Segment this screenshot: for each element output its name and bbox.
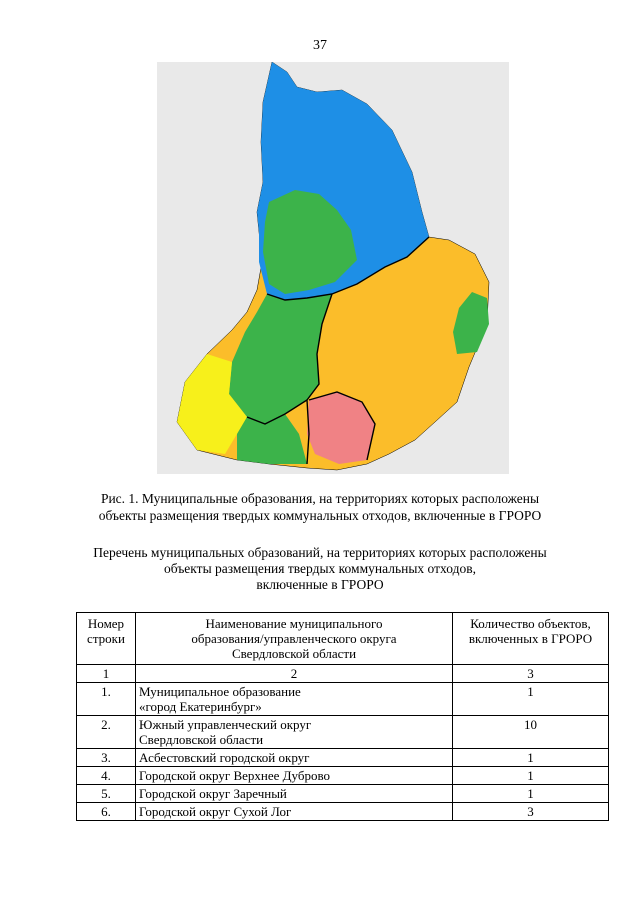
row-count: 10 bbox=[453, 716, 609, 749]
list-title bbox=[60, 545, 580, 593]
page-number: 37 bbox=[313, 38, 327, 53]
list-title-line: объекты размещения твердых коммунальных отходов, bbox=[164, 561, 476, 576]
row-name-line: Муниципальное образование bbox=[139, 684, 301, 699]
header-text: образования/управленческого округа bbox=[191, 631, 397, 646]
row-number: 5. bbox=[77, 785, 136, 803]
index-cell: 2 bbox=[136, 665, 453, 683]
table-row bbox=[77, 716, 609, 749]
caption-line: объекты размещения твердых коммунальных отходов, включенные в ГРОРО bbox=[98, 508, 542, 523]
list-title-line: включенные в ГРОРО bbox=[256, 577, 384, 592]
row-name: Городской округ Верхнее Дуброво bbox=[136, 767, 453, 785]
row-name-line: Южный управленческий округ bbox=[139, 717, 312, 732]
row-name: Асбестовский городской округ bbox=[136, 749, 453, 767]
row-count: 3 bbox=[453, 803, 609, 821]
row-count: 1 bbox=[453, 767, 609, 785]
header-name bbox=[136, 613, 453, 665]
header-count bbox=[453, 613, 609, 665]
objects-table bbox=[76, 612, 609, 821]
row-name: Городской округ Заречный bbox=[136, 785, 453, 803]
row-count: 1 bbox=[453, 749, 609, 767]
header-text: Наименование муниципального bbox=[205, 616, 383, 631]
row-name bbox=[136, 683, 453, 716]
row-name bbox=[136, 716, 453, 749]
header-text: включенных в ГРОРО bbox=[468, 631, 593, 646]
header-text: Свердловской области bbox=[231, 646, 357, 661]
index-cell: 1 bbox=[77, 665, 136, 683]
table-row bbox=[77, 785, 609, 803]
row-number: 2. bbox=[77, 716, 136, 749]
row-name: Городской округ Сухой Лог bbox=[136, 803, 453, 821]
map-svg bbox=[157, 62, 509, 474]
table-index-row bbox=[77, 665, 609, 683]
row-count: 1 bbox=[453, 683, 609, 716]
table-header-row bbox=[77, 613, 609, 665]
figure-caption bbox=[60, 490, 580, 524]
caption-line: Рис. 1. Муниципальные образования, на территориях которых расположены bbox=[100, 491, 540, 506]
row-number: 1. bbox=[77, 683, 136, 716]
row-count: 1 bbox=[453, 785, 609, 803]
row-name-line: «город Екатеринбург» bbox=[139, 699, 262, 714]
header-row-number bbox=[77, 613, 136, 665]
row-number: 4. bbox=[77, 767, 136, 785]
list-title-line: Перечень муниципальных образований, на территориях которых расположены bbox=[93, 545, 547, 560]
row-number: 3. bbox=[77, 749, 136, 767]
row-number: 6. bbox=[77, 803, 136, 821]
table-row bbox=[77, 749, 609, 767]
table-row bbox=[77, 683, 609, 716]
table-row bbox=[77, 803, 609, 821]
header-text: Номер bbox=[87, 616, 125, 631]
row-name-line: Свердловской области bbox=[139, 732, 264, 747]
table-row bbox=[77, 767, 609, 785]
index-cell: 3 bbox=[453, 665, 609, 683]
header-text: строки bbox=[87, 631, 125, 646]
sverdlovsk-region-map bbox=[157, 62, 509, 474]
header-text: Количество объектов, bbox=[470, 616, 591, 631]
